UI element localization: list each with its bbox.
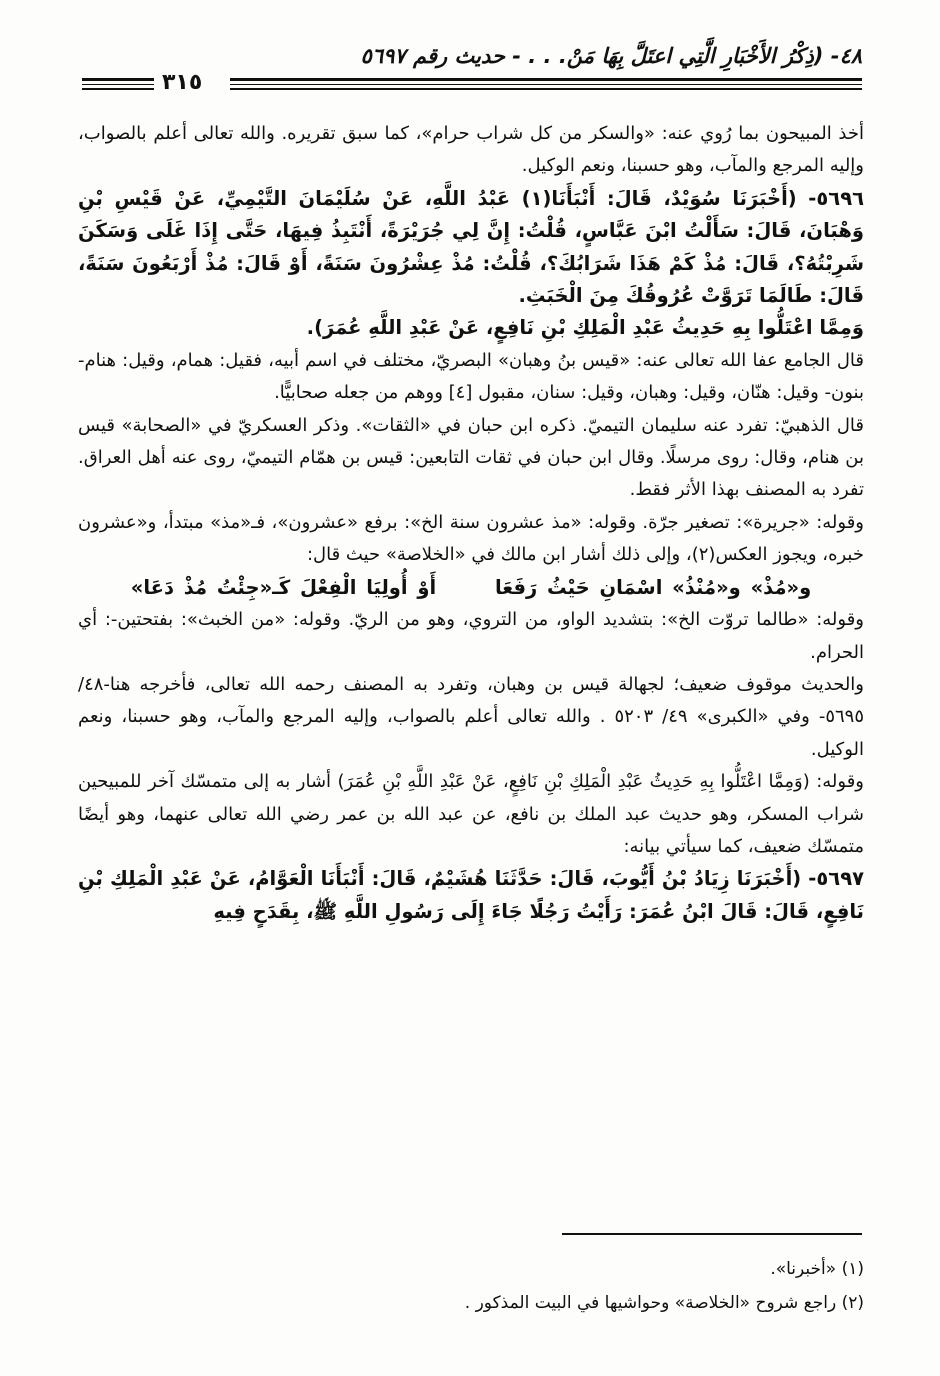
- header-rule-left-thin: [82, 88, 154, 90]
- footnotes: [78, 1252, 864, 1320]
- verse-first-hemistich: و«مُذْ» و«مُنْذُ» اسْمَانِ حَيْثُ رَفَعَا: [494, 575, 812, 599]
- paragraph: أخذ المبيحون بما رُوي عنه: «والسكر من كل شراب حرام»، كما سبق تقريره. والله تعالى أعلم بالصواب، وإليه المرجع والمآب، وهو حسبنا، ونعم الوكيل.: [78, 123, 864, 177]
- header-rule: [230, 78, 862, 85]
- page-header: [82, 42, 862, 100]
- paragraph: قال الذهبيّ: تفرد عنه سليمان التيميّ. ذكره ابن حبان في «الثقات». وذكر العسكريّ في «الصحابة» قيس بن هنام، وقال: روى مرسلًا. وقال ابن حبان في ثقات التابعين: قيس بن همّام التيميّ، روى عنه أهل العراق. تفرد به المصنف بهذا الأثر فقط.: [78, 414, 864, 501]
- hadith-5696: ٥٦٩٦- (أَخْبَرَنَا سُوَيْدٌ، قَالَ: أَنْبَأَنَا(١) عَبْدُ اللَّهِ، عَنْ سُلَيْمَانَ التَّيْمِيِّ، عَنْ قَيْسِ بْنِ وَهْبَانَ، قَالَ: سَأَلْتُ ابْنَ عَبَّاسٍ، قُلْتُ: إِنَّ لِي جُرَيْرَةً، أَنْتَبِذُ فِيهَا، حَتَّى إِذَا غَلَى وَسَكَنَ شَرِبْتُهُ؟، قَالَ: مُذْ كَمْ هَذَا شَرَابُكَ؟، قُلْتُ: مُذْ عِشْرُونَ سَنَةً، أَوْ قَالَ: مُذْ أَرْبَعُونَ سَنَةً، قَالَ: طَالَمَا تَرَوَّتْ عُرُوقُكَ مِنَ الْخَبَثِ.: [78, 186, 864, 308]
- footnote-2: (٢) راجع شروح «الخلاصة» وحواشيها في البيت المذكور .: [464, 1293, 864, 1313]
- main-text: [78, 118, 864, 928]
- paragraph: وقوله: (وَمِمَّا اعْتَلُّوا بِهِ حَدِيثُ عَبْدِ الْمَلِكِ بْنِ نَافِعٍ، عَنْ عَبْدِ اللَّهِ بْنِ عُمَرَ) أشار به إلى متمسّك آخر للمبيحين شراب المسكر، وهو حديث عبد الملك بن نافع، عن عبد الله بن عمر رضي الله تعالى عنهما، وهو أيضًا متمسّك ضعيف، كما سيأتي بيانه:: [78, 771, 864, 857]
- footnote-separator: [562, 1233, 862, 1235]
- hadith-continuation: وَمِمَّا اعْتَلُّوا بِهِ حَدِيثُ عَبْدِ الْمَلِكِ بْنِ نَافِعٍ، عَنْ عَبْدِ اللَّهِ عُمَرَ).: [306, 316, 864, 340]
- header-rule-thin: [230, 88, 862, 90]
- paragraph: وقوله: «جريرة»: تصغير جرّة. وقوله: «مذ عشرون سنة الخ»: برفع «عشرون»، فـ«مذ» مبتدأ، و«عشرون خبره، ويجوز العكس(٢)، وإلى ذلك أشار ابن مالك في «الخلاصة» حيث قال:: [78, 511, 864, 566]
- running-title: ٤٨- (ذِكْرُ الأَخْبَارِ الَّتِي اعتَلَّ بِهَا مَنْ. . . - حديث رقم ٥٦٩٧: [360, 44, 862, 68]
- paragraph: قال الجامع عفا الله تعالى عنه: «قيس بنُ وهبان» البصريّ، مختلف في اسم أبيه، فقيل: همام، وقيل: هنام- بنون- وقيل: هنّان، وقيل: وهبان، وقيل: سنان، مقبول [٤] ووهم من جعله صحابيًّا.: [78, 349, 864, 404]
- paragraph: والحديث موقوف ضعيف؛ لجهالة قيس بن وهبان، وتفرد به المصنف رحمه الله تعالى، فأخرجه هنا-٤٨/ ٥٦٩٥- وفي «الكبرى» ٤٩/ ٥٢٠٣ . والله تعالى أعلم بالصواب، وإليه المرجع والمآب، وهو حسبنا، ونعم الوكيل.: [78, 673, 864, 760]
- page-number: ٣١٥: [162, 70, 203, 95]
- verse-second-hemistich: أَوْ أُولِيَا الْفِعْلَ كَـ«جِئْتُ مُذْ دَعَا»: [130, 575, 437, 599]
- poetry-verse: [78, 572, 864, 604]
- footnote-1: (١) «أخبرنا».: [770, 1259, 864, 1279]
- paragraph: وقوله: «طالما تروّت الخ»: بتشديد الواو، من التروي، وهو من الريّ. وقوله: «من الخبث»: بفتحتين-: أي الحرام.: [78, 609, 864, 663]
- hadith-5697: ٥٦٩٧- (أَخْبَرَنَا زِيَادُ بْنُ أَيُّوبَ، قَالَ: حَدَّثَنَا هُشَيْمٌ، قَالَ: أَنْبَأَنَا الْعَوَّامُ، عَنْ عَبْدِ الْمَلِكِ بْنِ نَافِعٍ، قَالَ: قَالَ ابْنُ عُمَرَ: رَأَيْتُ رَجُلًا جَاءَ إِلَى رَسُولِ اللَّهِ ﷺ، بِقَدَحٍ فِيهِ: [78, 867, 864, 923]
- header-rule-left: [82, 78, 154, 85]
